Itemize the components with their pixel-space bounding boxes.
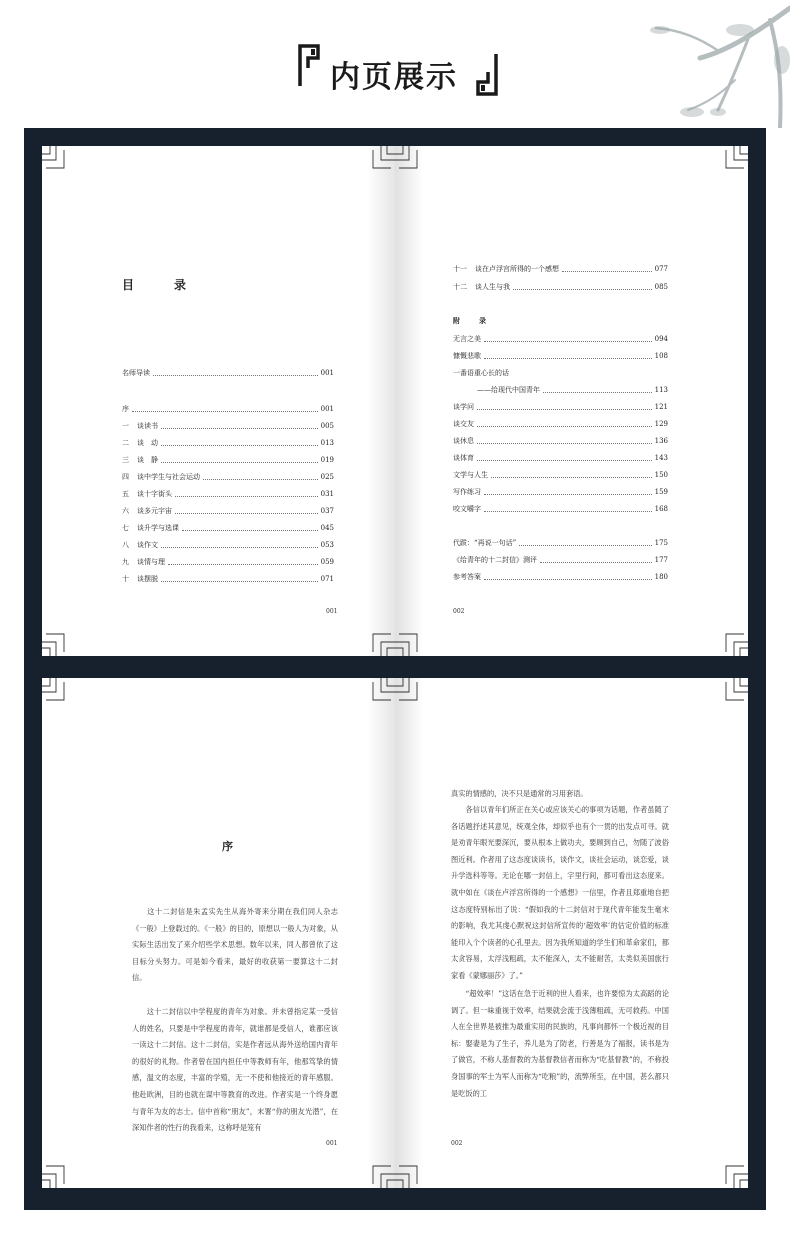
book-spread-frame [24, 128, 766, 1210]
corner-ornament-icon [395, 1162, 421, 1188]
page-contents-left [42, 146, 395, 656]
spread-contents [42, 146, 748, 656]
toc-row: 序 001 [122, 405, 334, 413]
toc-row: 一番语重心长的话 [453, 369, 509, 377]
toc-row: 七 谈升学与选课 045 [122, 524, 334, 532]
toc-row: 无言之美 094 [453, 335, 668, 343]
page-preface-left [42, 678, 395, 1188]
corner-ornament-icon [395, 678, 421, 704]
corner-ornament-icon [42, 630, 68, 656]
header [0, 0, 790, 128]
corner-ornament-icon [42, 146, 68, 172]
toc-row: 二 谈 动 013 [122, 439, 334, 447]
toc-row: 五 谈十字街头 031 [122, 490, 334, 498]
toc-row: 谈休息 136 [453, 437, 668, 445]
page-number: 002 [453, 608, 465, 615]
corner-ornament-icon [395, 146, 421, 172]
bracket-left-icon [296, 42, 326, 88]
gutter-shadow [367, 146, 395, 656]
contents-heading: 目 录 [122, 278, 201, 292]
toc-row: 名师导读 001 [122, 369, 334, 377]
preface-paragraph: 真实的情感的，决不只是通常的习用套语。 [451, 789, 588, 798]
gutter-shadow [395, 146, 423, 656]
gutter-shadow [395, 678, 423, 1188]
toc-row: 四 谈中学生与社会运动 025 [122, 473, 334, 481]
page-number: 001 [326, 1140, 338, 1147]
preface-paragraph: 各信以青年们所正在关心或应该关心的事项为话题，作者虽随了各话题抒述其意见，统观全体，却似乎也有个一贯的出发点可寻。就是劝青年眼光要深沉，要从根本上做功夫，要顾到自己，勿随了波俗图近利。作者用了这态度谈读书，谈作文，谈社会运动，谈恋爱，谈升学选科等等。无论在哪一封信上，字里行间，都可看出这态度来。就中如在《谈在卢浮宫所得的一个感想》一信里，作者且郑重地自把这态度特别标出了说：“假如我的十二封信对于现代青年能发生毫末的影响，我尤其虔心默祝这封信所宣传的‘超效率’的估定价值的标准能印入个个读者的心孔里去。因为我所知道的学生们和革命家们，都太贪容易，太浮浅粗疏，太不能深入，太不能耐苦，太类似美国旅行家看《蒙娜丽莎》了。” [451, 805, 669, 980]
page-number: 002 [451, 1140, 463, 1147]
toc-row: 咬文嚼字 168 [453, 505, 668, 513]
toc-row: 八 谈作文 053 [122, 541, 334, 549]
toc-row: 参考答案 180 [453, 573, 668, 581]
corner-ornament-icon [42, 678, 68, 704]
corner-ornament-icon [722, 678, 748, 704]
section-title [296, 42, 502, 100]
corner-ornament-icon [369, 678, 395, 704]
toc-row: 写作练习 159 [453, 488, 668, 496]
toc-row: 三 谈 静 019 [122, 456, 334, 464]
bracket-right-icon [470, 52, 500, 98]
corner-ornament-icon [369, 1162, 395, 1188]
toc-row: 九 谈情与理 059 [122, 558, 334, 566]
toc-row: 十二 谈人生与我 085 [453, 283, 668, 291]
preface-paragraph: “超效率！”这话在急于近利的世人看来，也许要惊为太高蹈的论调了。但一味重视于效率，结果就会流于浅薄粗疏，无可救药。中国人在全世界是被推为最重实用的民族的，凡事向都怀一个极近视的目标：娶妻是为了生子，养儿是为了防老，行善是为了福报，读书是为了做官，不称人基督教的为基督教信者而称为“吃基督教”的，不称投身国事的军士为军人而称为“吃粮”的，流弊所至，在中国，甚么都只是吃饭的工 [451, 989, 669, 1098]
toc-row: 谈交友 129 [453, 420, 668, 428]
toc-row: ——给现代中国青年 113 [477, 386, 668, 394]
preface-paragraph: 这十二封信以中学程度的青年为对象。并未曾指定某一受信人的姓名，只要是中学程度的青年，就谁都是受信人，谁都应该一读这十二封信。这十二封信，实是作者远从海外送给国内青年的很好的礼物。作者曾在国内担任中等教师有年，他那笃挚的情感，温文的态度，丰富的学殖，无一不使和他接近的青年感服。他赴欧洲，目的也就在谋中等教育的改进。作者实是一个终身愿与青年为友的志士。信中首称“朋友”，末署“你的朋友光潜”，在深知作者的性行的我看来，这称呼是笼有 [132, 1007, 338, 1133]
corner-ornament-icon [722, 146, 748, 172]
toc-row: 谈体育 143 [453, 454, 668, 462]
corner-ornament-icon [395, 630, 421, 656]
toc-row: 文学与人生 150 [453, 471, 668, 479]
corner-ornament-icon [722, 1162, 748, 1188]
title-text: 内页展示 [330, 60, 458, 95]
gutter-shadow [367, 678, 395, 1188]
toc-row: 谈学问 121 [453, 403, 668, 411]
preface-paragraph: 这十二封信是朱孟实先生从海外寄来分期在我们同人杂志《一般》上登载过的。《一般》的目的，原想以一般人为对象，从实际生活出发了来介绍些学术思想。数年以来，同人都曾依了这目标分头努力。可是如今看来，最好的收获第一要算这十二封信。 [132, 907, 338, 983]
toc-row: 十 谈摆脱 071 [122, 575, 334, 583]
page-preface-right [395, 678, 748, 1188]
corner-ornament-icon [722, 630, 748, 656]
appendix-heading: 附 录 [453, 316, 492, 325]
page-contents-right [395, 146, 748, 656]
corner-ornament-icon [369, 630, 395, 656]
toc-row: 慷慨悲歌 108 [453, 352, 668, 360]
toc-row: 《给青年的十二封信》测评 177 [453, 556, 668, 564]
toc-row: 一 谈读书 005 [122, 422, 334, 430]
toc-row: 代跋：“再说一句话” 175 [453, 539, 668, 547]
ink-branch-illustration [600, 0, 790, 128]
preface-heading: 序 [222, 840, 233, 853]
corner-ornament-icon [369, 146, 395, 172]
toc-row: 十一 谈在卢浮宫所得的一个感想 077 [453, 265, 668, 273]
page-number: 001 [326, 608, 338, 615]
corner-ornament-icon [42, 1162, 68, 1188]
toc-row: 六 谈多元宇宙 037 [122, 507, 334, 515]
spread-preface [42, 678, 748, 1188]
